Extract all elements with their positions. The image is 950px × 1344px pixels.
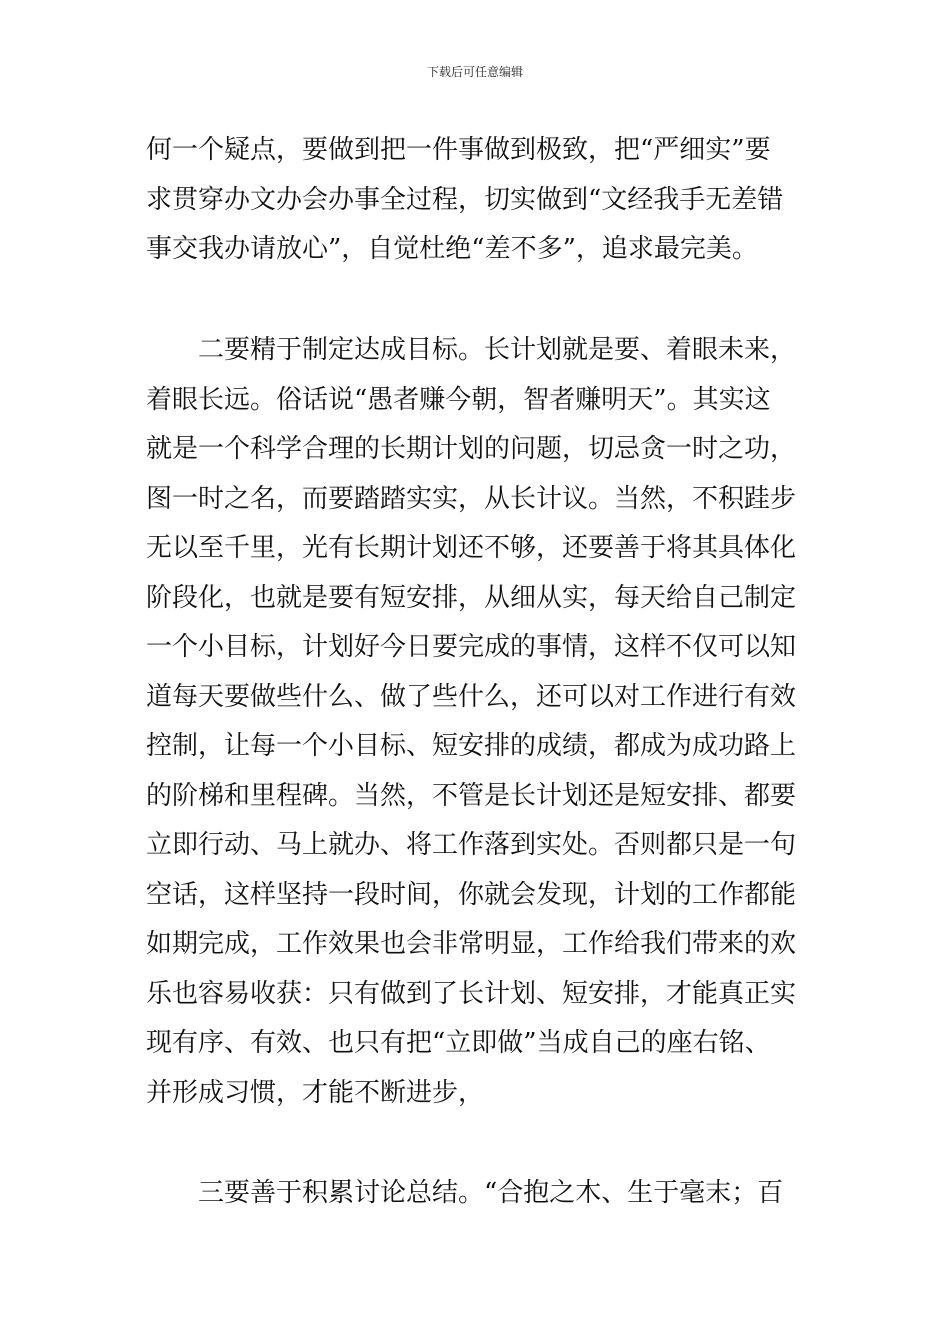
text-line: 二要精于制定达成目标。长计划就是要、着眼未来， [146, 335, 797, 365]
text-line: 事交我办请放心”，自觉杜绝“差不多”，追求最完美。 [146, 234, 758, 264]
text-line: 着眼长远。俗话说“愚者赚今朝，智者赚明天”。其实这 [146, 384, 771, 415]
text-line: 控制，让每一个小目标、短安排的成绩，都成为成功路上 [146, 731, 797, 761]
text-line: 空话，这样坚持一段时间，你就会发现，计划的工作都能 [146, 879, 797, 910]
text-line: 图一时之名，而要踏踏实实，从长计议。当然，不积跬步 [146, 483, 797, 514]
text-line: 阶段化，也就是要有短安排，从细从实，每天给自己制定 [146, 582, 797, 613]
text-line: 无以至千里，光有长期计划还不够，还要善于将其具体化 [146, 533, 797, 563]
text-line: 三要善于积累讨论总结。“合抱之木、生于毫末；百 [146, 1178, 784, 1208]
text-line: 乐也容易收获：只有做到了长计划、短安排，才能真正实 [146, 978, 797, 1009]
paragraph-1 [146, 126, 808, 275]
page-header: 下载后可任意编辑 [426, 65, 523, 79]
text-line: 的阶梯和里程碑。当然，不管是长计划还是短安排、都要 [146, 780, 797, 811]
text-line: 就是一个科学合理的长期计划的问题，切忌贪一时之功， [146, 434, 797, 464]
text-line: 何一个疑点，要做到把一件事做到极致，把“严细实”要 [146, 135, 771, 165]
text-line: 一个小目标，计划好今日要完成的事情，这样不仅可以知 [146, 632, 797, 662]
text-line: 立即行动、马上就办、将工作落到实处。否则都只是一句 [146, 830, 797, 860]
paragraph-2 [146, 326, 808, 1118]
text-line: 道每天要做些什么、做了些什么，还可以对工作进行有效 [146, 681, 797, 712]
text-line: 求贯穿办文办会办事全过程，切实做到“文经我手无差错 [146, 184, 784, 215]
paragraph-3 [146, 1169, 808, 1219]
text-line: 如期完成，工作效果也会非常明显，工作给我们带来的欢 [146, 929, 797, 959]
text-line: 现有序、有效、也只有把“立即做”当成自己的座右铭、 [146, 1028, 771, 1058]
text-line: 并形成习惯，才能不断进步， [146, 1077, 485, 1108]
